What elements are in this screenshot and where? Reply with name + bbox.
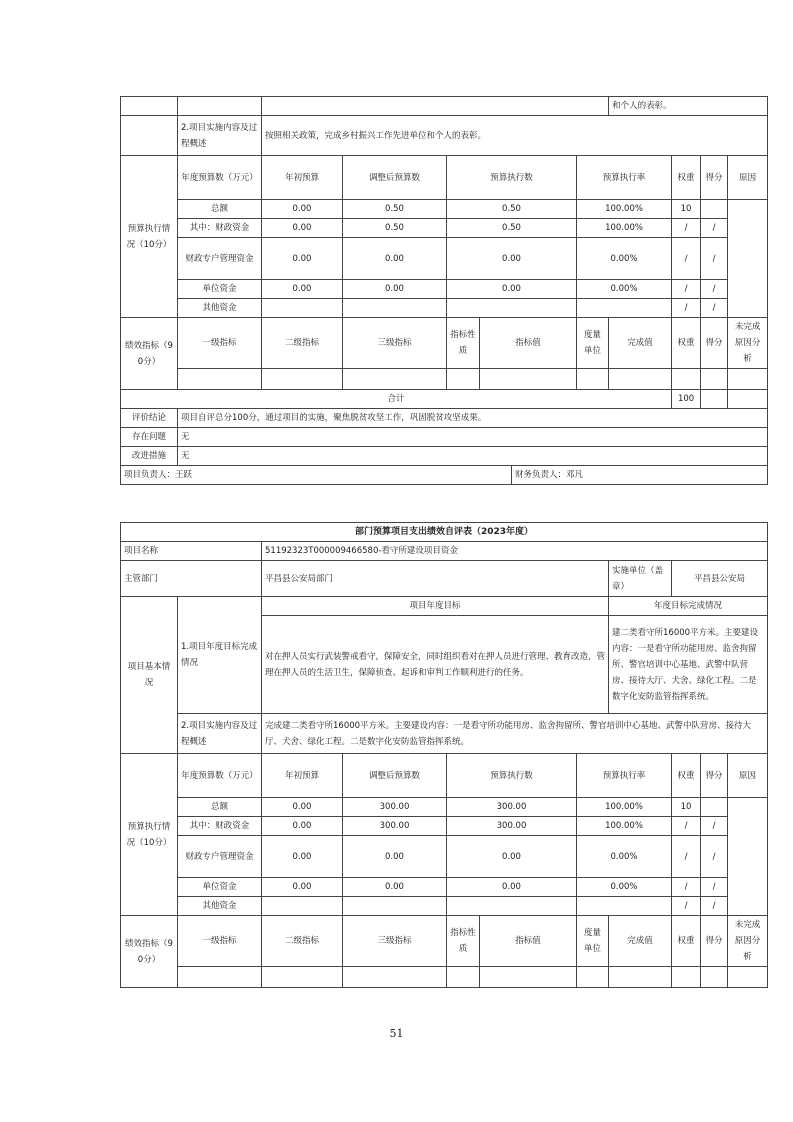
cell-value: 0.00 — [447, 280, 577, 299]
cell-value: 300.00 — [447, 817, 577, 836]
cell-value: 100.00% — [577, 219, 672, 238]
cell-value: / — [701, 897, 728, 916]
cell-value — [262, 299, 343, 318]
cell-value: / — [672, 897, 701, 916]
budget-exec-label: 预算执行情况（10分） — [121, 754, 178, 916]
col-exec-rate: 预算执行率 — [577, 754, 672, 798]
dept-value: 平昌县公安局部门 — [262, 561, 609, 597]
perf-indicator-label: 绩效指标（90分） — [121, 916, 178, 988]
cell-value: 0.50 — [447, 219, 577, 238]
perf-indicator-label: 绩效指标（90分） — [121, 318, 178, 390]
cell-value: 100.00% — [577, 817, 672, 836]
cell-blank — [447, 967, 480, 988]
cell-value: 0.00 — [262, 280, 343, 299]
col-lvl1: 一级指标 — [178, 318, 262, 369]
cell-value: 100.00% — [577, 200, 672, 219]
row-other-label: 其他资金 — [178, 299, 262, 318]
col-score: 得分 — [701, 754, 728, 798]
cell-value: / — [701, 238, 728, 280]
cell-value: / — [672, 238, 701, 280]
budget-exec-label: 预算执行情况（10分） — [121, 156, 178, 318]
cell-blank — [672, 967, 701, 988]
row-special-label: 财政专户管理资金 — [178, 836, 262, 878]
table-title: 部门预算项目支出绩效自评表（2023年度） — [121, 523, 768, 542]
cell-value: 10 — [672, 798, 701, 817]
col-ind-value: 指标值 — [480, 318, 577, 369]
project-name-label: 项目名称 — [121, 542, 262, 561]
cell-blank — [701, 369, 728, 390]
annual-target-done-header: 年度目标完成情况 — [609, 597, 768, 616]
cell-value: 0.00 — [343, 280, 447, 299]
issues-label: 存在问题 — [121, 428, 178, 447]
cell-blank — [480, 967, 577, 988]
cell-value: / — [701, 299, 728, 318]
cell-blank — [728, 369, 768, 390]
page-number: 51 — [389, 1027, 404, 1040]
cell-value: 0.00% — [577, 280, 672, 299]
impl-content-label: 2.项目实施内容及过程概述 — [178, 116, 262, 156]
cell-value — [343, 897, 447, 916]
cell-value: 0.50 — [343, 200, 447, 219]
col-reason: 原因 — [728, 754, 768, 798]
cell-value: 0.00% — [577, 238, 672, 280]
cell-value: / — [701, 878, 728, 897]
impl-unit-value: 平昌县公安局 — [672, 561, 768, 597]
cell-blank — [343, 967, 447, 988]
cell-value: 0.00% — [577, 878, 672, 897]
cell-blank — [728, 967, 768, 988]
cell-blank — [262, 369, 343, 390]
col-score: 得分 — [701, 318, 728, 369]
col-exec-amount: 预算执行数 — [447, 754, 577, 798]
budget-table-continued — [120, 96, 768, 485]
cell-value — [577, 897, 672, 916]
total-weight: 100 — [672, 390, 701, 409]
col-exec-rate: 预算执行率 — [577, 156, 672, 200]
cell-value: 10 — [672, 200, 701, 219]
cell-value: / — [701, 280, 728, 299]
col-lvl1: 一级指标 — [178, 916, 262, 967]
finance-leader: 财务负责人：邓凡 — [512, 466, 768, 485]
col-completed: 完成值 — [609, 318, 672, 369]
col-unfinished-reason: 未完成原因分析 — [728, 318, 768, 369]
cell-value: / — [672, 280, 701, 299]
cell-value: / — [701, 836, 728, 878]
cell-value: 0.00 — [343, 238, 447, 280]
cell-blank — [178, 967, 262, 988]
col-score: 得分 — [701, 916, 728, 967]
col-unit-measure: 度量单位 — [577, 318, 609, 369]
cell-value — [701, 200, 728, 219]
impl-content-label: 2.项目实施内容及过程概述 — [178, 714, 262, 754]
cell-blank — [178, 369, 262, 390]
col-budget: 年度预算数（万元） — [178, 754, 262, 798]
cell-blank — [577, 369, 609, 390]
col-completed: 完成值 — [609, 916, 672, 967]
col-lvl3: 三级指标 — [343, 318, 447, 369]
row-unit-label: 单位资金 — [178, 280, 262, 299]
cell-value: / — [672, 878, 701, 897]
row-other-label: 其他资金 — [178, 897, 262, 916]
col-exec-amount: 预算执行数 — [447, 156, 577, 200]
cell-value: 0.00 — [262, 219, 343, 238]
cell-value: 300.00 — [447, 798, 577, 817]
cell-blank — [609, 369, 672, 390]
col-weight: 权重 — [672, 916, 701, 967]
row-fiscal-label: 其中：财政资金 — [178, 219, 262, 238]
annual-goal-label: 1.项目年度目标完成情况 — [178, 597, 262, 714]
cell-value: 0.00 — [262, 200, 343, 219]
col-ind-value: 指标值 — [480, 916, 577, 967]
annual-target-header: 项目年度目标 — [262, 597, 609, 616]
improvements-label: 改进措施 — [121, 447, 178, 466]
eval-conclusion-text: 项目自评总分100分，通过项目的实施，聚焦脱贫攻坚工作，巩固脱贫攻坚成果。 — [178, 409, 768, 428]
col-initial: 年初预算 — [262, 156, 343, 200]
cell-value — [701, 798, 728, 817]
row-total-label: 总额 — [178, 798, 262, 817]
col-score: 得分 — [701, 156, 728, 200]
cell-value — [447, 897, 577, 916]
impl-content-text: 按照相关政策，完成乡村振兴工作先进单位和个人的表彰。 — [262, 116, 768, 156]
cell-blank — [343, 369, 447, 390]
cell-value: 0.00 — [447, 238, 577, 280]
annual-target-text: 对在押人员实行武装警戒看守，保障安全，同时组织看对在押人员进行管理、教育改造，管理在押人员的生活卫生，保障侦查、起诉和审判工作顺利进行的任务。 — [262, 616, 609, 714]
col-weight: 权重 — [672, 318, 701, 369]
impl-unit-label: 实施单位（盖章） — [609, 561, 672, 597]
col-initial: 年初预算 — [262, 754, 343, 798]
cell-value: 0.50 — [343, 219, 447, 238]
cell-blank — [262, 967, 343, 988]
col-lvl2: 二级指标 — [262, 916, 343, 967]
col-adjusted: 调整后预算数 — [343, 156, 447, 200]
cell-blank — [728, 390, 768, 409]
col-weight: 权重 — [672, 156, 701, 200]
col-reason: 原因 — [728, 156, 768, 200]
cell-value: 0.00 — [262, 238, 343, 280]
cell-value — [343, 299, 447, 318]
row-special-label: 财政专户管理资金 — [178, 238, 262, 280]
cell-value: 0.00 — [343, 836, 447, 878]
cell-blank — [447, 369, 480, 390]
col-weight: 权重 — [672, 754, 701, 798]
cell-value: 300.00 — [343, 817, 447, 836]
cell-value: / — [672, 219, 701, 238]
cell-blank — [121, 97, 178, 116]
annual-goal-done-text: 和个人的表彰。 — [609, 97, 768, 116]
project-basic-label: 项目基本情况 — [121, 597, 178, 754]
cell-blank — [121, 116, 178, 156]
cell-value: / — [672, 299, 701, 318]
row-unit-label: 单位资金 — [178, 878, 262, 897]
cell-value: / — [672, 817, 701, 836]
eval-conclusion-label: 评价结论 — [121, 409, 178, 428]
cell-blank — [701, 967, 728, 988]
col-ind-nature: 指标性质 — [447, 318, 480, 369]
impl-content-text: 完成建二类看守所16000平方米。主要建设内容：一是看守所功能用房、监舍拘留所、警官培训中心基地、武警中队营房、接待大厅、犬舍、绿化工程。二是数字化安防监管指挥系统。 — [262, 714, 768, 754]
cell-value: 100.00% — [577, 798, 672, 817]
cell-value: 0.00 — [343, 878, 447, 897]
cell-value: 0.00 — [262, 817, 343, 836]
col-unit-measure: 度量单位 — [577, 916, 609, 967]
cell-blank — [701, 390, 728, 409]
cell-value: 300.00 — [343, 798, 447, 817]
cell-blank — [672, 369, 701, 390]
cell-blank — [728, 798, 768, 916]
cell-value — [262, 897, 343, 916]
total-label: 合计 — [121, 390, 672, 409]
annual-done-text: 建二类看守所16000平方米。主要建设内容：一是看守所功能用房、监舍拘留所、警官培训中心基地、武警中队营房、接待大厅、犬舍、绿化工程。二是数字化安防监管指挥系统。 — [609, 616, 768, 714]
row-total-label: 总额 — [178, 200, 262, 219]
cell-blank — [178, 97, 262, 116]
cell-value: 0.00 — [262, 878, 343, 897]
project-name: 51192323T000009466580-看守所建设项目资金 — [262, 542, 768, 561]
cell-blank — [262, 97, 609, 116]
col-lvl3: 三级指标 — [343, 916, 447, 967]
cell-value: 0.00 — [447, 836, 577, 878]
cell-blank — [609, 967, 672, 988]
cell-value: / — [701, 817, 728, 836]
cell-value — [447, 299, 577, 318]
col-ind-nature: 指标性质 — [447, 916, 480, 967]
cell-value: 0.50 — [447, 200, 577, 219]
project-leader: 项目负责人：王跃 — [121, 466, 512, 485]
cell-blank — [577, 967, 609, 988]
improvements-text: 无 — [178, 447, 768, 466]
cell-value: 0.00 — [447, 878, 577, 897]
cell-value: 0.00 — [262, 798, 343, 817]
row-fiscal-label: 其中：财政资金 — [178, 817, 262, 836]
issues-text: 无 — [178, 428, 768, 447]
cell-value — [577, 299, 672, 318]
col-budget: 年度预算数（万元） — [178, 156, 262, 200]
col-unfinished-reason: 未完成原因分析 — [728, 916, 768, 967]
cell-value: 0.00% — [577, 836, 672, 878]
budget-table-2023 — [120, 522, 768, 988]
cell-value: / — [701, 219, 728, 238]
col-adjusted: 调整后预算数 — [343, 754, 447, 798]
cell-value: 0.00 — [262, 836, 343, 878]
col-lvl2: 二级指标 — [262, 318, 343, 369]
dept-label: 主管部门 — [121, 561, 262, 597]
cell-value: / — [672, 836, 701, 878]
cell-blank — [728, 200, 768, 318]
cell-blank — [480, 369, 577, 390]
